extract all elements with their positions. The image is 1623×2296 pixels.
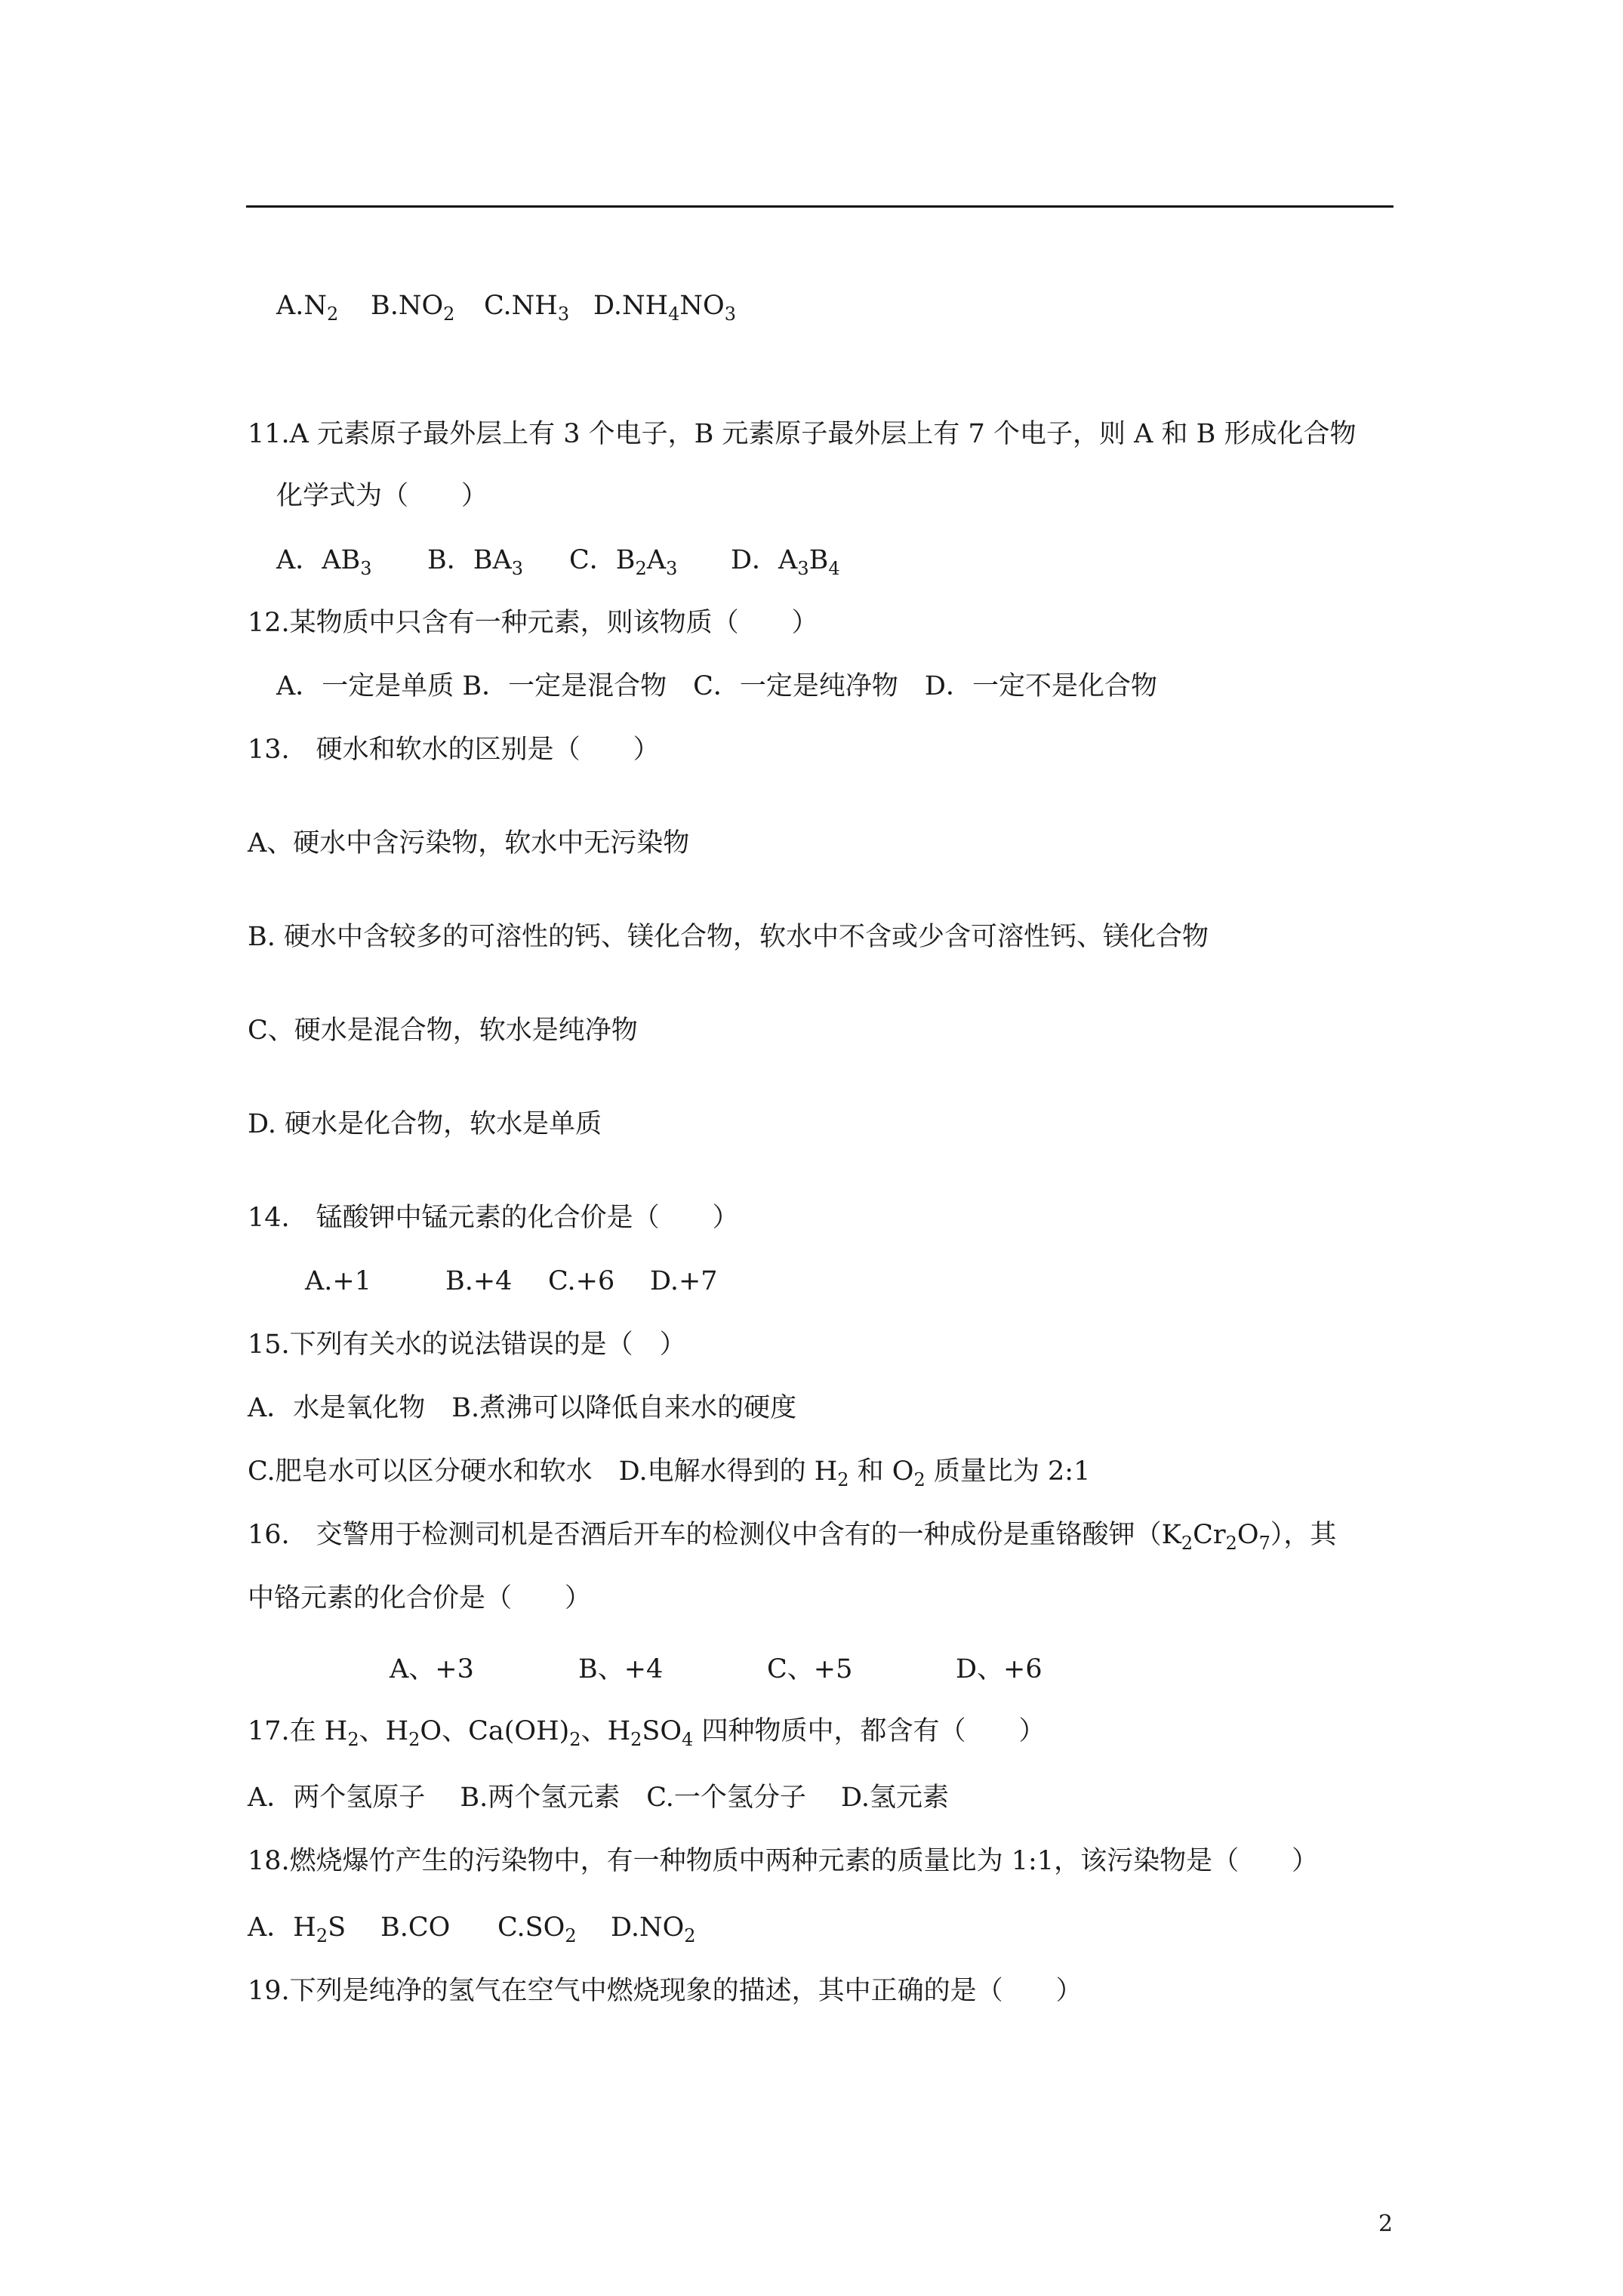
q12-stem: 12.某物质中只含有一种元素，则该物质（ ）	[248, 608, 818, 638]
q15-options-ab: A．水是氧化物 B.煮沸可以降低自来水的硬度	[248, 1393, 797, 1423]
q16-option-c: C、+5	[767, 1654, 853, 1684]
q16-option-a: A、+3	[390, 1654, 474, 1684]
q17-options: A．两个氢原子 B.两个氢元素 C.一个氢分子 D.氢元素	[248, 1783, 949, 1813]
q11-option-a: A．$AB_3$	[276, 545, 372, 579]
q18-option-a: A．$H_2S$	[248, 1912, 346, 1946]
q16-options	[390, 1650, 1042, 1688]
q17-stem: 17.在 $H_2$、$H_2O$、$Ca(OH)_2$、$H_2SO_4$ 四种物质中，都含有（ ）	[248, 1716, 1046, 1750]
q13-option-d: D. 硬水是化合物，软水是单质	[248, 1109, 602, 1139]
q18-option-c: $C.SO_2$	[497, 1912, 577, 1946]
q11-stem-line2: 化学式为（ ）	[276, 481, 488, 511]
q16-stem-line1: 16. 交警用于检测司机是否酒后开车的检测仪中含有的一种成份是重铬酸钾$(K_2Cr_2O_7)$，其	[248, 1520, 1337, 1554]
q16-option-b: B、+4	[578, 1654, 664, 1684]
q10-options	[276, 287, 736, 325]
q14-option-c: C.+6	[548, 1266, 615, 1296]
q10-option-d: $D.NH_4NO_3$	[593, 291, 736, 325]
q13-option-b: B. 硬水中含较多的可溶性的钙、镁化合物，软水中不含或少含可溶性钙、镁化合物	[248, 922, 1209, 952]
q13-option-a: A、硬水中含污染物，软水中无污染物	[248, 828, 690, 858]
q10-option-c: $C.NH_3$	[484, 291, 570, 325]
q15-stem: 15.下列有关水的说法错误的是（ ）	[248, 1330, 686, 1360]
page-number: 2	[1378, 2211, 1394, 2237]
q11-options	[276, 541, 840, 579]
q14-option-d: D.+7	[650, 1266, 718, 1296]
q12-options: A．一定是单质 B．一定是混合物 C．一定是纯净物 D．一定不是化合物	[276, 671, 1157, 701]
q19-stem: 19.下列是纯净的氢气在空气中燃烧现象的描述，其中正确的是（ ）	[248, 1976, 1083, 2006]
q11-stem-line1: 11.A 元素原子最外层上有 3 个电子，B 元素原子最外层上有 7 个电子，则 A 和 B 形成化合物	[248, 419, 1357, 449]
q11-option-c: C．$B_2A_3$	[569, 545, 678, 579]
q16-stem-line2: 中铬元素的化合价是（ ）	[248, 1583, 592, 1613]
q14-stem: 14. 锰酸钾中锰元素的化合价是（ ）	[248, 1203, 739, 1233]
q18-options	[248, 1909, 696, 1946]
q10-option-b: $B.NO_2$	[371, 291, 455, 325]
q10-option-a: $A.N_2$	[276, 291, 339, 325]
q11-option-d: D．$A_3B_4$	[731, 545, 840, 579]
q18-option-b: B.CO	[380, 1912, 451, 1943]
q13-stem: 13. 硬水和软水的区别是（ ）	[248, 735, 660, 765]
q16-option-d: D、+6	[956, 1654, 1042, 1684]
q15-options-cd: C.肥皂水可以区分硬水和软水 D.电解水得到的 $H_2$ 和 $O_2$ 质量比为 2:1	[248, 1456, 1091, 1490]
q13-option-c: C、硬水是混合物，软水是纯净物	[248, 1015, 638, 1046]
q14-options	[305, 1262, 718, 1300]
header-rule	[246, 205, 1394, 208]
q18-option-d: $D.NO_2$	[611, 1912, 696, 1946]
q18-stem: 18.燃烧爆竹产生的污染物中，有一种物质中两种元素的质量比为 1:1，该污染物是（ ）	[248, 1846, 1319, 1876]
q11-option-b: B．$BA_3$	[427, 545, 523, 579]
q14-option-a: A.+1	[305, 1266, 371, 1296]
q14-option-b: B.+4	[445, 1266, 513, 1296]
